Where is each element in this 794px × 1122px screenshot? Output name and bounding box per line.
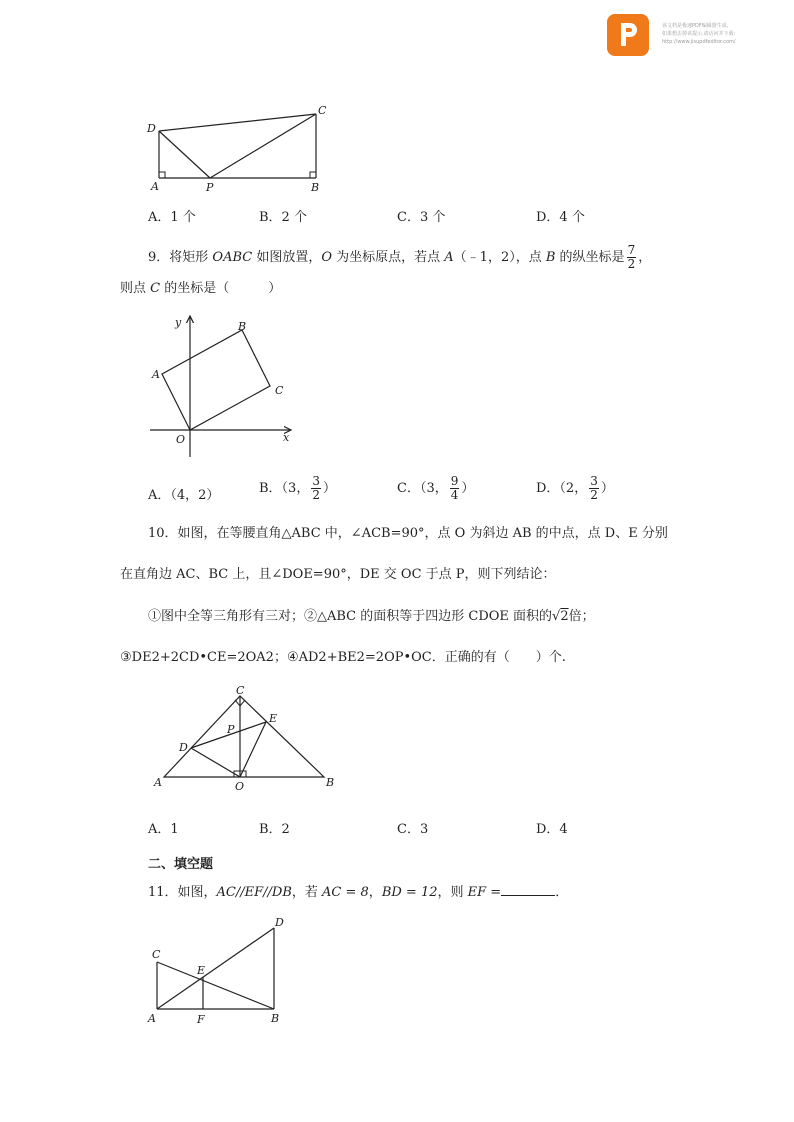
- q10-line1: 10．如图，在等腰直角△ABC 中，∠ACB=90°，点 O 为斜边 AB 的中点，点 D、E 分别: [148, 526, 668, 541]
- q8-option-d: D．4 个: [536, 210, 585, 225]
- q10-line3: ①图中全等三角形有三对；②△ABC 的面积等于四边形 CDOE 面积的√2倍；: [148, 609, 595, 624]
- label-a: A: [154, 776, 162, 789]
- q8-option-c: C．3 个: [397, 210, 446, 225]
- label-c: C: [318, 104, 327, 117]
- label-p: P: [206, 181, 214, 194]
- label-f: F: [197, 1013, 205, 1026]
- right-angle-b: [310, 172, 316, 178]
- q9-option-d: D．（2， $\frac{3}{2}$ ）: [536, 474, 614, 502]
- label-c: C: [275, 384, 284, 397]
- figure-q8: [140, 100, 330, 195]
- label-x: x: [283, 431, 290, 444]
- logo-p-icon: [615, 19, 641, 49]
- label-a: A: [152, 368, 160, 381]
- q10-option-c: C．3: [397, 822, 429, 837]
- label-o: O: [235, 780, 245, 793]
- triangle-abc: [164, 696, 324, 777]
- label-e: E: [269, 712, 278, 725]
- label-e: E: [197, 964, 206, 977]
- label-b: B: [326, 776, 335, 789]
- rectangle-oabc: [162, 330, 270, 430]
- figure-q10: [145, 680, 345, 795]
- watermark-line1: 该文档是极速PDF编辑器生成,: [662, 23, 729, 29]
- segment-do: [191, 748, 240, 777]
- q10-line4: ③DE2+2CD•CE=2OA2；④AD2+BE2=2OP•OC．正确的有（ ）个.: [120, 650, 566, 665]
- q9-option-c: C．（3， $\frac{9}{4}$ ）: [397, 474, 475, 502]
- fraction-7-2: $\frac{7}{2}$: [627, 243, 636, 271]
- right-angle-a: [159, 172, 165, 178]
- label-b: B: [311, 181, 320, 194]
- q10-option-b: B．2: [259, 822, 290, 837]
- q10-option-a: A．1: [148, 822, 179, 837]
- q11-line: 11．如图，AC//EF//DB，若 AC = 8，BD = 12，则 EF = ．: [148, 885, 569, 900]
- segment-dp: [159, 131, 210, 178]
- label-b: B: [238, 320, 247, 333]
- label-a: A: [148, 1012, 156, 1025]
- label-p: P: [227, 723, 235, 736]
- label-c: C: [152, 948, 161, 961]
- q9-option-b: B．（3， $\frac{3}{2}$ ）: [259, 474, 336, 502]
- q9-line2: 则点 C 的坐标是（ ）: [120, 281, 282, 296]
- label-c: C: [236, 684, 245, 697]
- watermark-line2: 如果想去掉该提示,请访问并下载:: [662, 31, 736, 37]
- q8-option-a: A．1 个: [148, 210, 196, 225]
- q9-line1: 9．将矩形 OABC 如图放置，O 为坐标原点，若点 A（﹣1，2），点 B 的纵坐标是 $\frac{7}{2}$ ，: [148, 243, 652, 271]
- sqrt-symbol: √: [552, 609, 561, 624]
- q10-option-d: D．4: [536, 822, 568, 837]
- label-d: D: [179, 741, 188, 754]
- figure-q11: [145, 912, 290, 1027]
- label-a: A: [151, 180, 159, 193]
- q10-line2: 在直角边 AC、BC 上，且∠DOE=90°，DE 交 OC 于点 P，则下列结论：: [120, 567, 556, 582]
- answer-blank: [501, 884, 555, 896]
- label-y: y: [175, 316, 182, 329]
- figure-q9: [145, 310, 305, 460]
- section-heading-fill-in: 二、填空题: [148, 857, 214, 872]
- label-d: D: [147, 122, 156, 135]
- q9-option-a: A．（4，2）: [148, 488, 220, 503]
- label-o: O: [176, 433, 186, 446]
- label-b: B: [271, 1012, 280, 1025]
- q8-option-b: B．2 个: [259, 210, 307, 225]
- watermark-link[interactable]: http://www.jisupdfeditor.com/: [662, 39, 736, 45]
- label-d: D: [275, 916, 284, 929]
